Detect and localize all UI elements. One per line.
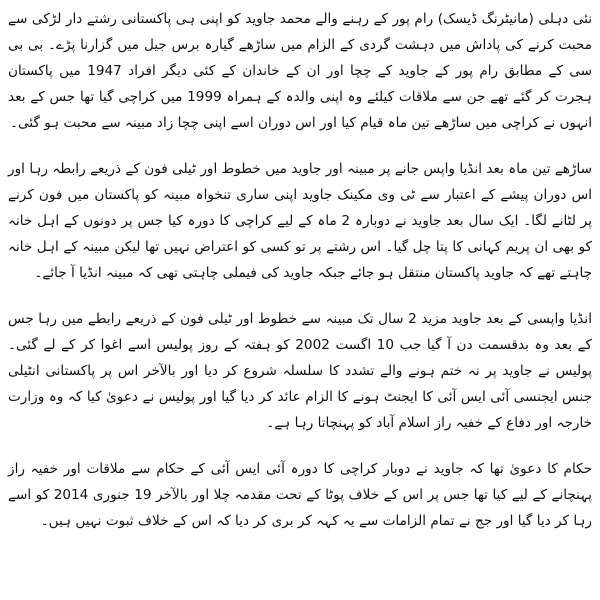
paragraph-3: انڈیا واپسی کے بعد جاوید مزید 2 سال تک مبینہ سے خطوط اور ٹیلی فون کے ذریعے رابطے میں رہا جس کے بعد وہ بدقسمت دن آ گیا جب 10 اگست 2002 کو ہفتہ کے روز پولیس اسے اغوا کر کے لے گئی۔ پولیس نے جاوید پر نہ ختم ہونے والے تشدد کا سلسلہ شروع کر دیا اور بالآخر اس پر پاکستانی انٹیلی جنس ایجنسی آئی ایس آئی کا ایجنٹ ہونے کا الزام عائد کر دیا گیا اور پولیس نے دعویٰ کیا کہ وہ وزارت خارجہ اور دفاع کے خفیہ راز اسلام آباد کو پہنچاتا رہا ہے۔ — [8, 311, 592, 431]
paragraph-2: ساڑھے تین ماہ بعد انڈیا واپس جانے پر مبینہ اور جاوید میں خطوط اور ٹیلی فون کے ذریعے رابطہ رہا اور اس دوران پیشے کے اعتبار سے ٹی وی مکینک جاوید اپنی ساری تنخواہ مبینہ کو پاکستان میں فون کرنے پر لٹانے لگا۔ ایک سال بعد جاوید نے دوبارہ 2 ماہ کے لیے کراچی کا دورہ کیا جس پر دونوں کے اہل خانہ کو بھی ان پریم کہانی کا پتا چل گیا۔ اس رشتے پر تو کسی کو اعتراض نہیں تھا لیکن مبینہ کے اہل خانہ چاہتے تھے کہ جاوید پاکستان منتقل ہو جائے جبکہ جاوید کی فیملی چاہتی تھی کہ مبینہ انڈیا آ جائے۔ — [8, 161, 593, 281]
article-body — [8, 6, 592, 596]
paragraph-4: حکام کا دعویٰ تھا کہ جاوید نے دوبار کراچی کا دورہ آئی ایس آئی کے حکام سے ملاقات اور خفیہ راز پہنچانے کے لیے کیا تھا جس پر اس کے خلاف پوٹا کے تحت مقدمہ چلا اور بالآخر 19 جنوری 2014 کو اسے رہا کر دیا گیا اور جج نے تمام الزامات سے یہ کہہ کر بری کر دیا کہ اس کے خلاف ثبوت نہیں ہیں۔ — [8, 461, 592, 529]
paragraph-1: نئی دہلی (مانیٹرنگ ڈیسک) رام پور کے رہنے والے محمد جاوید کو اپنی ہی پاکستانی رشتے دار لڑکی سے محبت کرنے کی پاداش میں دہشت گردی کے الزام میں ساڑھے گیارہ برس جیل میں گزارنا پڑے۔ بی بی سی کے مطابق رام پور کے جاوید کے چچا اور ان کے خاندان کے کئی دیگر افراد 1947 میں پاکستان ہجرت کر گئے تھے جن سے ملاقات کیلئے وہ اپنی والدہ کے ہمراہ 1999 میں کراچی گیا تھا جس کے بعد انہوں نے کراچی میں ساڑھے تین ماہ قیام کیا اور اس دوران اسے اپنی چچا زاد مبینہ سے محبت ہو گئی۔ — [8, 11, 593, 131]
